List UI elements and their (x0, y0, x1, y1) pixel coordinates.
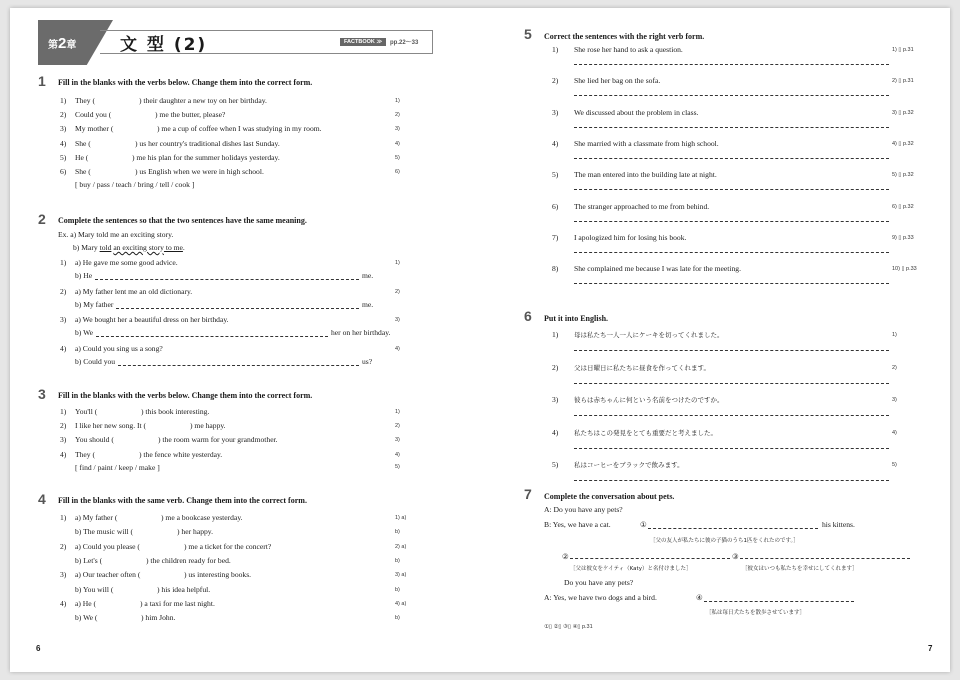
item-text-start: My mother ( (75, 124, 114, 134)
ref-mark: 2) (395, 288, 400, 295)
sentence-b: b) Could you (75, 356, 116, 366)
ref-mark: 3) (892, 397, 897, 403)
ref-mark: b) (395, 529, 400, 536)
item-number: 1) (60, 96, 67, 105)
item-text: She rose her hand to ask a question. (574, 45, 683, 54)
ref-mark: 5) (395, 464, 400, 470)
ref-mark: 2) (395, 423, 400, 430)
item-text-japanese: 私たちはこの発見をとても重要だと考えました。 (574, 428, 717, 437)
ref-mark: b) (395, 557, 400, 564)
item-number: 3) (552, 395, 559, 404)
answer-blank[interactable] (648, 528, 818, 529)
page-title: 文 型 (2) (120, 35, 208, 55)
item-text-start: b) Let's ( (75, 555, 103, 565)
ref-mark: b) (395, 615, 400, 622)
item-text: The man entered into the building late at night. (574, 170, 717, 180)
item-text-start: a) He ( (75, 598, 97, 608)
page-number-left: 6 (36, 644, 41, 653)
sentence-b: b) My father (75, 299, 114, 309)
item-text-end: ) their daughter a new toy on her birthday. (139, 96, 267, 105)
ref-mark: 1) (395, 98, 400, 104)
page-number-right: 7 (928, 644, 933, 653)
ref-mark: ①▯ ②▯ ③▯ ④▯ p.31 (544, 624, 593, 630)
item-text-japanese: 彼らは赤ちゃんに何という名前をつけたのですか。 (574, 396, 724, 404)
ref-mark: 5) ▯ p.32 (892, 172, 914, 179)
sentence-a: a) My father lent me an old dictionary. (75, 286, 193, 296)
item-number: 3) (552, 107, 559, 117)
ref-mark: 9) ▯ p.33 (892, 234, 914, 241)
item-number: 7) (552, 232, 559, 242)
item-text-end: ) the children ready for bed. (146, 555, 231, 565)
item-number: 2) (552, 76, 559, 86)
item-text-end: ) me a ticket for the concert? (184, 541, 272, 551)
ref-mark: 4) (892, 429, 897, 436)
item-text-end: ) him John. (141, 613, 176, 623)
item-number: 3) (60, 124, 67, 134)
item-text-start: Could you ( (75, 110, 112, 120)
conversation-line: his kittens. (822, 520, 855, 529)
example-a: Ex. a) Mary told me an exciting story. (58, 230, 174, 239)
conversation-line: A: Yes, we have two dogs and a bird. (544, 593, 657, 602)
item-text-end: ) the room warm for your grandmother. (158, 435, 278, 445)
answer-blank[interactable] (704, 601, 854, 602)
ref-mark: 1) ▯ p.31 (892, 47, 914, 53)
japanese-hint: ［私は毎日犬たちを散歩させています］ (706, 610, 806, 616)
sentence-a: a) Could you sing us a song? (75, 343, 163, 353)
answer-line[interactable] (574, 64, 889, 65)
sentence-end: me. (362, 271, 374, 280)
section-instruction: Put it into English. (544, 314, 609, 323)
item-text-end: ) me his plan for the summer holidays yesterday. (132, 152, 280, 162)
answer-line[interactable] (574, 415, 889, 416)
item-number: 2) (60, 541, 67, 551)
sentence-b: b) We (75, 328, 94, 337)
item-text-japanese: 父は日曜日に私たちに昼食を作ってくれます。 (574, 363, 710, 372)
word-bank: [ buy / pass / teach / bring / tell / cook ] (75, 180, 195, 189)
item-number: 4) (60, 343, 67, 353)
answer-line[interactable] (574, 189, 889, 190)
ref-mark: 1) (395, 409, 400, 415)
item-number: 1) (60, 258, 67, 267)
ref-mark: 2) (395, 112, 400, 119)
item-text: We discussed about the problem in class. (574, 107, 699, 117)
item-text-start: He ( (75, 152, 89, 162)
ref-mark: 2) (892, 364, 897, 371)
chapter-label: 第2章 (48, 35, 77, 52)
item-number: 4) (60, 598, 67, 608)
item-number: 2) (60, 110, 67, 120)
ref-mark: 4) (395, 345, 400, 352)
item-number: 3) (60, 315, 67, 324)
item-text-japanese: 母は私たち一人一人にケーキを切ってくれました。 (574, 331, 724, 339)
section-number: 3 (38, 386, 46, 402)
item-number: 3) (60, 570, 67, 580)
item-text-end: ) this book interesting. (141, 407, 210, 416)
answer-line[interactable] (574, 448, 889, 449)
item-number: 6) (60, 167, 67, 176)
answer-line[interactable] (574, 480, 889, 481)
item-text: I apologized him for losing his book. (574, 232, 687, 242)
item-text: The stranger approached to me from behind. (574, 201, 710, 211)
word-bank: [ find / paint / keep / make ] (75, 463, 160, 472)
item-text-end: ) us English when we were in high school. (135, 167, 264, 176)
blank-marker: ④ (696, 593, 703, 602)
answer-blank[interactable] (740, 558, 910, 559)
item-number: 1) (60, 407, 67, 416)
item-number: 5) (552, 460, 559, 469)
answer-line[interactable] (574, 383, 889, 384)
item-text-end: ) us interesting books. (184, 570, 252, 580)
item-text-start: They ( (75, 96, 96, 105)
conversation-line: Do you have any pets? (564, 578, 634, 587)
japanese-hint: ［父の友人が私たちに彼の子猫のうち1匹をくれたのです。］ (650, 538, 799, 544)
item-text-end: ) a taxi for me last night. (140, 598, 215, 608)
item-number: 5) (552, 170, 559, 180)
left-page (10, 8, 480, 672)
factbook-tag: FACTBOOK ≫ (340, 38, 386, 46)
ref-mark: 3) (395, 317, 400, 323)
item-text-end: ) me a cup of coffee when I was studying in my room. (157, 124, 322, 134)
ref-mark: 2) a) (395, 543, 407, 550)
section-instruction: Fill in the blanks with the verbs below. Change them into the correct form. (58, 78, 313, 87)
item-text-start: You'll ( (75, 407, 98, 416)
sentence-a: a) He gave me some good advice. (75, 258, 178, 267)
ref-mark: 5) (892, 462, 897, 468)
item-text-end: ) me the butter, please? (155, 110, 226, 120)
item-text: She married with a classmate from high school. (574, 138, 719, 148)
item-text-start: a) My father ( (75, 513, 118, 522)
item-number: 2) (552, 362, 559, 372)
item-number: 5) (60, 152, 67, 162)
answer-line[interactable] (574, 283, 889, 284)
ref-mark: 1) (892, 332, 897, 338)
answer-blank[interactable] (118, 365, 359, 366)
japanese-hint: ［父は彼女をケイティ（Katy）と名付けました］ (570, 566, 692, 572)
item-number: 4) (552, 138, 559, 148)
section-instruction: Fill in the blanks with the same verb. Change them into the correct form. (58, 496, 307, 505)
item-text-start: b) The music will ( (75, 527, 134, 537)
answer-line[interactable] (574, 127, 889, 128)
ref-mark: 4) (395, 140, 400, 147)
item-number: 4) (60, 449, 67, 459)
section-number: 1 (38, 73, 46, 89)
section-instruction: Fill in the blanks with the verbs below. Change them into the correct form. (58, 391, 313, 400)
item-text-end: ) his idea helpful. (157, 584, 211, 594)
item-number: 1) (552, 330, 559, 339)
item-text-start: a) Our teacher often ( (75, 570, 141, 580)
item-number: 3) (60, 435, 67, 445)
answer-blank[interactable] (96, 336, 328, 337)
sentence-end: me. (362, 299, 374, 309)
ref-mark: 4) ▯ p.32 (892, 140, 914, 147)
item-text-end: ) her happy. (177, 527, 213, 537)
item-text: She complained me because I was late for the meeting. (574, 264, 741, 274)
item-text-end: ) us her country's traditional dishes last Sunday. (135, 138, 280, 148)
ref-mark: 3) (395, 437, 400, 444)
example-b: b) Mary told an exciting story to me. (73, 243, 185, 252)
section-instruction: Complete the conversation about pets. (544, 492, 675, 501)
ref-mark: b) (395, 586, 400, 593)
item-text-start: a) Could you please ( (75, 541, 140, 551)
answer-line[interactable] (574, 95, 889, 96)
answer-blank[interactable] (570, 558, 730, 559)
section-instruction: Complete the sentences so that the two sentences have the same meaning. (58, 216, 307, 225)
japanese-hint: ［彼女はいつも私たちを幸せにしてくれます］ (742, 566, 858, 572)
item-number: 4) (60, 138, 67, 148)
sentence-a: a) We bought her a beautiful dress on her birthday. (75, 315, 229, 324)
ref-mark: 4) a) (395, 600, 407, 607)
answer-blank[interactable] (95, 279, 359, 280)
answer-line[interactable] (574, 158, 889, 159)
item-number: 8) (552, 264, 559, 274)
item-text-start: She ( (75, 167, 91, 176)
section-instruction: Correct the sentences with the right verb form. (544, 32, 705, 41)
blank-marker: ① (640, 520, 647, 529)
conversation-line: B: Yes, we have a cat. (544, 520, 611, 529)
item-text-end: ) the fence white yesterday. (139, 449, 223, 459)
right-page (480, 8, 950, 672)
item-text-start: b) You will ( (75, 584, 114, 594)
item-text-end: ) me a bookcase yesterday. (161, 513, 243, 522)
sentence-b: b) He (75, 271, 93, 280)
item-text: She lied her bag on the sofa. (574, 76, 661, 86)
item-text-start: I like her new song. It ( (75, 421, 147, 431)
item-number: 2) (60, 286, 67, 296)
ref-mark: 6) (395, 169, 400, 175)
ref-mark: 10) ▯ p.33 (892, 266, 917, 273)
blank-marker: ③ (732, 552, 739, 561)
item-text-end: ) me happy. (190, 421, 226, 431)
ref-mark: 1) a) (395, 515, 407, 521)
conversation-line: A: Do you have any pets? (544, 505, 623, 514)
item-number: 1) (552, 45, 559, 54)
ref-mark: 4) (395, 451, 400, 458)
factbook-pages: pp.22〜33 (390, 40, 419, 46)
textbook-spread (10, 8, 950, 672)
answer-line[interactable] (574, 350, 889, 351)
section-number: 7 (524, 486, 532, 502)
ref-mark: 6) ▯ p.32 (892, 203, 914, 210)
sentence-end: her on her birthday. (331, 328, 391, 337)
ref-mark: 1) (395, 260, 400, 266)
item-number: 1) (60, 513, 67, 522)
ref-mark: 3) (395, 126, 400, 133)
ref-mark: 2) ▯ p.31 (892, 78, 914, 85)
section-number: 6 (524, 308, 532, 324)
item-text-start: b) We ( (75, 613, 98, 623)
section-number: 4 (38, 491, 46, 507)
answer-line[interactable] (574, 221, 889, 222)
item-text-japanese: 私はコーヒーをブラックで飲みます。 (574, 461, 684, 469)
blank-marker: ② (562, 552, 569, 561)
sentence-end: us? (362, 356, 373, 366)
item-text-start: They ( (75, 449, 96, 459)
item-text-start: She ( (75, 138, 91, 148)
section-number: 2 (38, 211, 46, 227)
ref-mark: 5) (395, 154, 400, 161)
item-number: 6) (552, 201, 559, 211)
answer-line[interactable] (574, 252, 889, 253)
ref-mark: 3) a) (395, 572, 407, 579)
answer-blank[interactable] (116, 308, 359, 309)
item-text-start: You should ( (75, 435, 114, 445)
ref-mark: 3) ▯ p.32 (892, 109, 914, 116)
section-number: 5 (524, 26, 532, 42)
item-number: 4) (552, 427, 559, 437)
item-number: 2) (60, 421, 67, 431)
